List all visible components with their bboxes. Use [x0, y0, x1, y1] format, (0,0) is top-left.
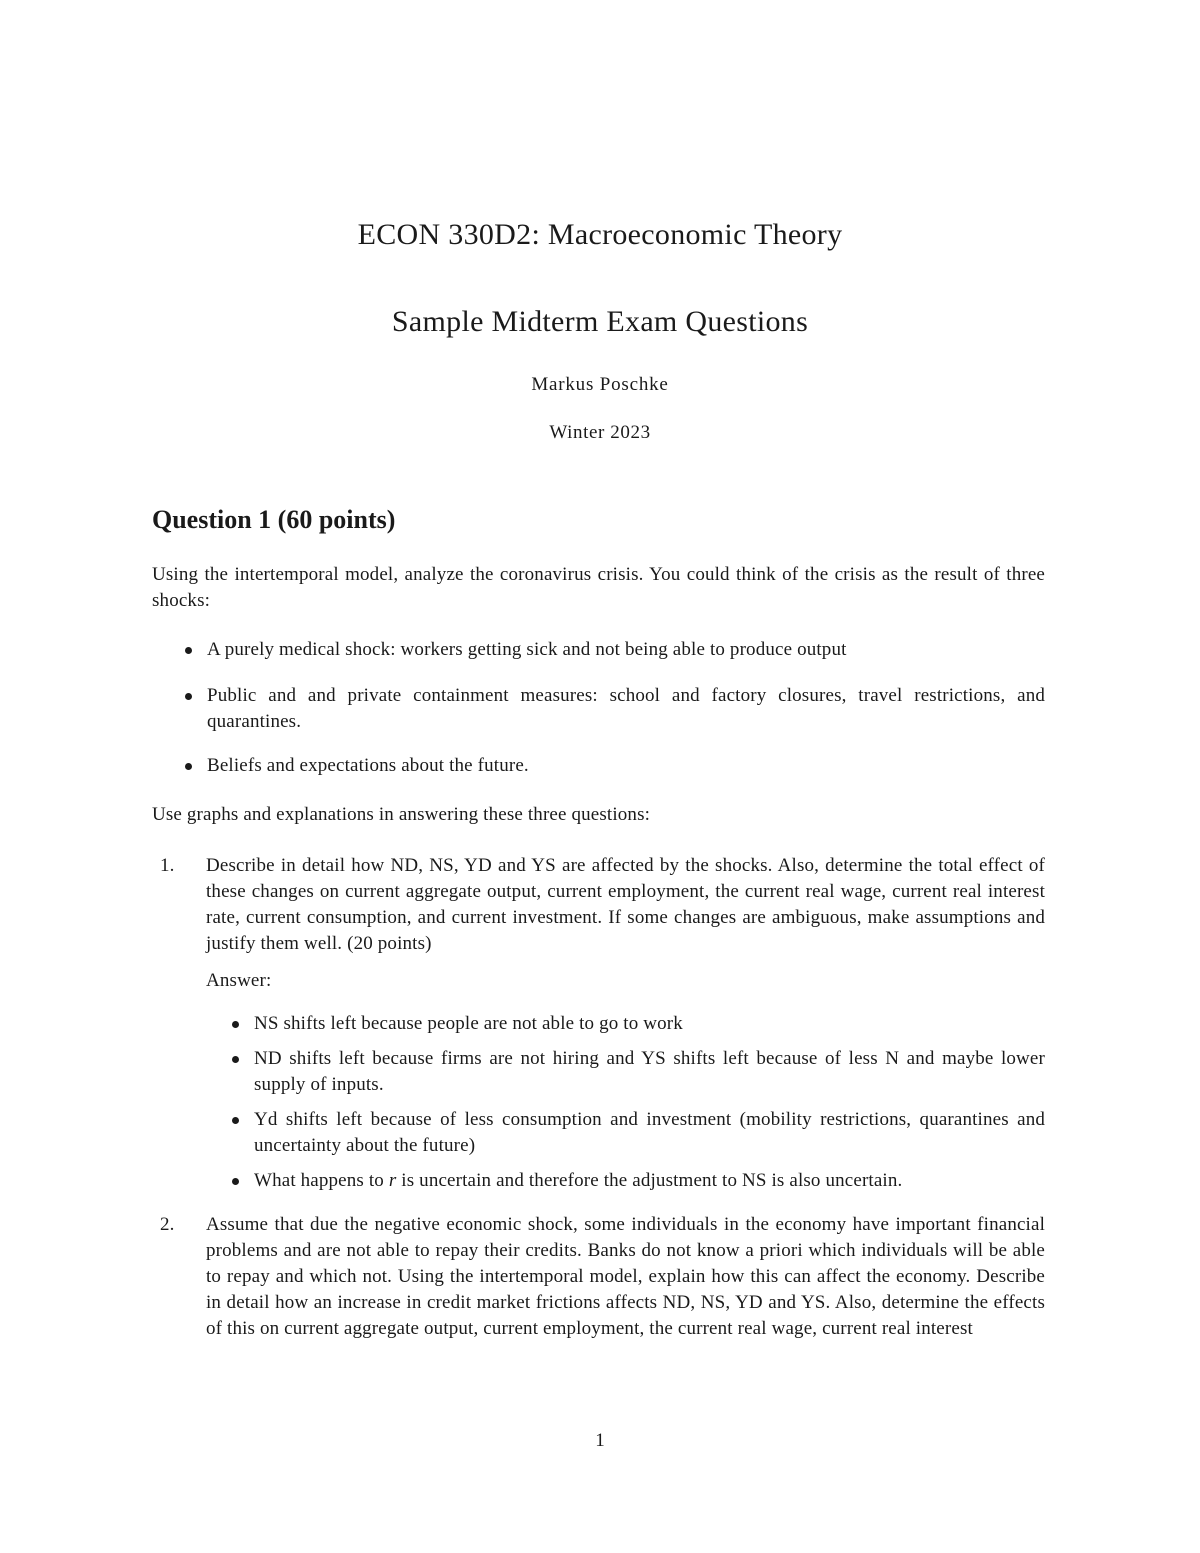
bullet-icon	[185, 693, 192, 700]
instruction-text: Use graphs and explanations in answering these three questions:	[152, 804, 651, 825]
shock-text: Public and and private containment measures: school and factory closures, travel restrictions, and quarantines.	[207, 685, 1045, 732]
bullet-icon	[185, 647, 192, 654]
answer-text: Yd shifts left because of less consumption and investment (mobility restrictions, quarantines and uncertainty about the future)	[254, 1109, 1045, 1156]
interest-rate-variable: r	[388, 1170, 397, 1191]
bullet-icon	[232, 1056, 239, 1063]
item-text: Describe in detail how ND, NS, YD and YS are affected by the shocks. Also, determine the total effect of these changes on current aggregate output, current employment, the current real wage, current real interest rate, current consumption, and current investment. If some changes are ambiguous, make assumptions and justify them well. (20 points)	[206, 855, 1045, 954]
question-1-intro: Using the intertemporal model, analyze the coronavirus crisis. You could think of the crisis as the result of three shocks:	[152, 564, 1045, 611]
answer-text-pre: What happens to	[254, 1170, 389, 1191]
course-title: ECON 330D2: Macroeconomic Theory	[357, 218, 843, 251]
answer-text: ND shifts left because firms are not hiring and YS shifts left because of less N and maybe lower supply of inputs.	[254, 1048, 1045, 1095]
shock-text: Beliefs and expectations about the future.	[207, 755, 529, 776]
answer-text: NS shifts left because people are not able to go to work	[254, 1013, 683, 1034]
exam-title: Sample Midterm Exam Questions	[391, 305, 809, 338]
shock-text: A purely medical shock: workers getting sick and not being able to produce output	[207, 639, 847, 660]
bullet-icon	[232, 1117, 239, 1124]
term-label: Winter 2023	[549, 422, 651, 443]
bullet-icon	[232, 1178, 239, 1185]
author-name: Markus Poschke	[531, 374, 669, 395]
bullet-icon	[185, 763, 192, 770]
answer-label: Answer:	[206, 970, 272, 991]
answer-text	[254, 1168, 1045, 1194]
item-number: 2.	[160, 1214, 175, 1235]
page-number: 1	[595, 1430, 605, 1451]
answer-text-post: is uncertain and therefore the adjustment to NS is also uncertain.	[396, 1170, 903, 1191]
bullet-icon	[232, 1021, 239, 1028]
question-1-heading: Question 1 (60 points)	[152, 505, 396, 534]
item-number: 1.	[160, 855, 175, 876]
item-text: Assume that due the negative economic shock, some individuals in the economy have important financial problems and are not able to repay their credits. Banks do not know a priori which individuals will be able to repay and which not. Using the intertemporal model, explain how this can affect the economy. Describe in detail how an increase in credit market frictions affects ND, NS, YD and YS. Also, determine the effects of this on current aggregate output, current employment, the current real wage, current real interest	[206, 1214, 1045, 1339]
